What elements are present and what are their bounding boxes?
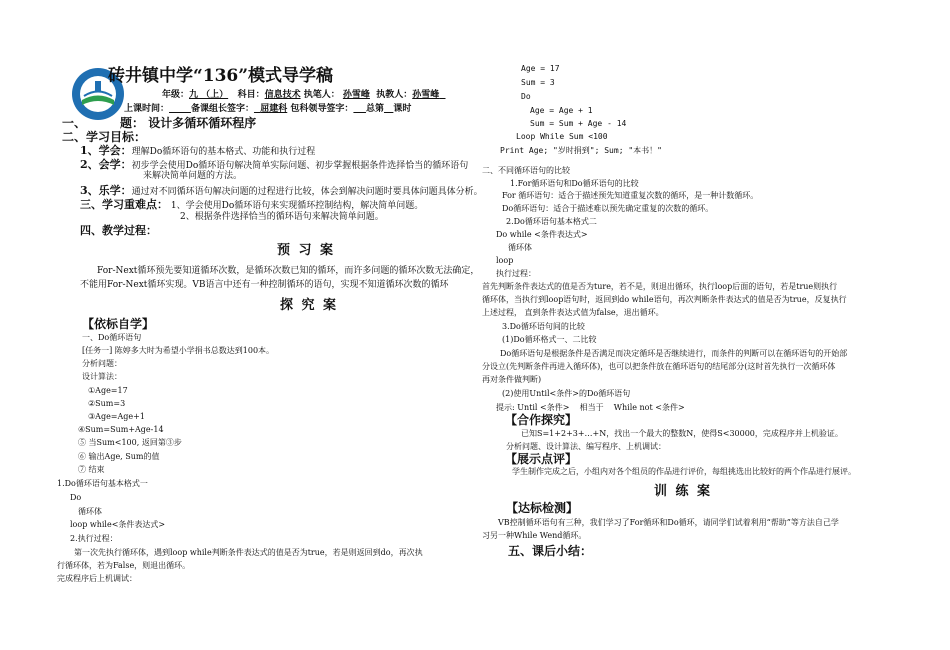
self-study-heading: 【依标自学】 — [82, 317, 155, 331]
school-title: 砖井镇中学“136”模式导学稿 — [108, 66, 334, 86]
section-2: 二、学习目标： — [62, 130, 147, 144]
compare-heading: 二、不同循环语句的比较 — [482, 166, 570, 175]
format-2-do: Do while <条件表达式> — [496, 230, 588, 239]
exec2-p2: 循环体，当执行到loop语句时，返回到do while语句，再次判断条件表达式的值是否为true，反复执行 — [482, 295, 847, 304]
meta-line1: 年级：九 （上） 科目：信息技术 执笔人： 孙雪峰 执教人：孙雪峰 — [162, 90, 440, 100]
compare-3-sub2: (2)使用Until<条件>的Do循环语句 — [502, 389, 631, 398]
compare-3-p2: 分设立(先判断条件再进入循环体)，也可以把条件放在循环语句的结尾部分(这时首先执行一次循环体 — [482, 362, 836, 371]
goal-1: 1、学会：理解Do循环语句的基本格式、功能和执行过程 — [80, 144, 316, 157]
step-1: ①Age=17 — [88, 386, 128, 395]
task-1: [任务一] 陈婷多大时为希望小学捐书总数达到100本。 — [82, 346, 275, 355]
analysis-label: 分析问题： — [82, 359, 122, 368]
code-line-3: Do — [521, 92, 531, 101]
training-title: 训 练 案 — [654, 484, 713, 499]
compare-for: For 循环语句：适合于描述预先知道重复次数的循环，是一种计数循环。 — [502, 191, 759, 200]
goal-2: 2、会学：初步学会使用Do循环语句解决简单实际问题、初步掌握根据条件选择恰当的循环语句 — [80, 158, 469, 171]
exec-heading: 2.执行过程： — [70, 534, 118, 543]
exec-p3: 完成程序后上机调试： — [57, 574, 137, 583]
compare-3-p3: 再对条件做判断) — [482, 375, 542, 384]
step-5: ⑤ 当Sum<100, 返回第③步 — [78, 438, 182, 447]
check-p2: 习另一种While Wend循环。 — [482, 531, 587, 540]
format-2-loop: loop — [496, 256, 514, 265]
compare-3-p1: Do循环语句是根据条件是否满足而决定循环是否继续进行，而条件的判断可以在循环语句的开始部 — [500, 349, 848, 358]
showcase-heading: 【展示点评】 — [505, 452, 578, 466]
section-4: 四、教学过程： — [80, 224, 157, 237]
code-line-1: Age = 17 — [521, 64, 560, 73]
exec2-p1: 首先判断条件表达式的值是否为ture，若不是，则退出循环，执行loop后面的语句，若是true则执行 — [482, 282, 838, 291]
section-1: 一、 题： 设计多循环循环程序 — [62, 116, 257, 130]
cooperation-heading: 【合作探究】 — [505, 413, 578, 427]
format-2-heading: 2.Do循环语句基本格式二 — [506, 217, 597, 226]
goal-3: 3、乐学：通过对不同循环语句解决问题的过程进行比较，体会到解决问题时要具体问题具体分析。 — [80, 184, 483, 197]
code-line-5: Sum = Sum + Age - 14 — [530, 119, 627, 128]
until-hint: 提示: Until <条件> 相当于 While not <条件> — [496, 403, 685, 412]
exec2-heading: 执行过程： — [496, 269, 536, 278]
format-2-body: 循环体 — [508, 243, 532, 252]
explore-title: 探 究 案 — [280, 298, 339, 313]
step-4: ④Sum=Sum+Age-14 — [78, 425, 164, 434]
meta-line2: 上课时间： 备课组长签字： 屈建科 包科领导签字： 总第 课时 — [124, 104, 412, 114]
exec-p2: 行循环体，若为False，则退出循环。 — [57, 561, 191, 570]
step-2: ②Sum=3 — [88, 399, 126, 408]
exec2-p3: 上述过程， 直到条件表达式值为false，退出循环。 — [482, 308, 664, 317]
summary-heading: 五、课后小结： — [508, 544, 593, 558]
showcase-p1: 学生制作完成之后，小组内对各个组员的作品进行评价，每组挑选出比较好的两个作品进行展评。 — [512, 467, 856, 476]
check-heading: 【达标检测】 — [506, 501, 579, 515]
preview-p1: For-Next循环预先要知道循环次数，是循环次数已知的循环，而许多问题的循环次数无法确定， — [97, 266, 480, 276]
key-point-2: 2、根据条件选择恰当的循环语句来解决简单问题。 — [180, 212, 384, 222]
format-1-heading: 1.Do循环语句基本格式一 — [57, 479, 148, 488]
compare-do: Do循环语句：适合于描述难以预先确定重复的次数的循环。 — [502, 204, 714, 213]
compare-3-sub1: (1)Do循环格式一、二比较 — [502, 335, 597, 344]
algorithm-label: 设计算法： — [82, 372, 122, 381]
cooperation-p1: 已知S=1+2+3+…+N，找出一个最大的整数N，使得S<30000，完成程序并上机验证。 — [521, 429, 843, 438]
compare-1: 1.For循环语句和Do循环语句的比较 — [510, 179, 639, 188]
compare-3-heading: 3.Do循环语句间的比较 — [502, 322, 585, 331]
preview-title: 预 习 案 — [277, 243, 336, 258]
code-line-2: Sum = 3 — [521, 78, 555, 87]
goal-2-cont: 来解决简单问题的方法。 — [143, 171, 243, 181]
code-line-6: Loop While Sum <100 — [516, 132, 608, 141]
step-3: ③Age=Age+1 — [88, 412, 145, 421]
cooperation-p2: 分析问题、设计算法、编写程序、上机调试： — [506, 442, 666, 451]
code-line-4: Age = Age + 1 — [530, 106, 593, 115]
exec-p1: 第一次先执行循环体，遇到loop while判断条件表达式的值是否为true，若是则返回到do，再次执 — [74, 548, 423, 557]
format-1-body: 循环体 — [78, 507, 102, 516]
format-1-do: Do — [70, 493, 82, 502]
step-6: ⑥ 输出Age, Sum的值 — [78, 452, 160, 461]
code-line-7: Print Age; "岁时捐到"; Sum; "本书！" — [500, 146, 662, 155]
format-1-loop: loop while<条件表达式> — [70, 520, 166, 529]
do-statement-heading: 一、Do循环语句 — [82, 333, 142, 342]
check-p1: VB控制循环语句有三种，我们学习了For循环和Do循环，请同学们试着利用“帮助”等方法自己学 — [498, 518, 839, 527]
key-points: 三、学习重难点： 1、学会使用Do循环语句来实现循环控制结构，解决简单问题。 — [80, 198, 424, 211]
step-7: ⑦ 结束 — [78, 465, 105, 474]
preview-p2: 不能用For-Next循环实现。VB语言中还有一种控制循环的语句，实现不知道循环次数的循环 — [80, 280, 449, 290]
